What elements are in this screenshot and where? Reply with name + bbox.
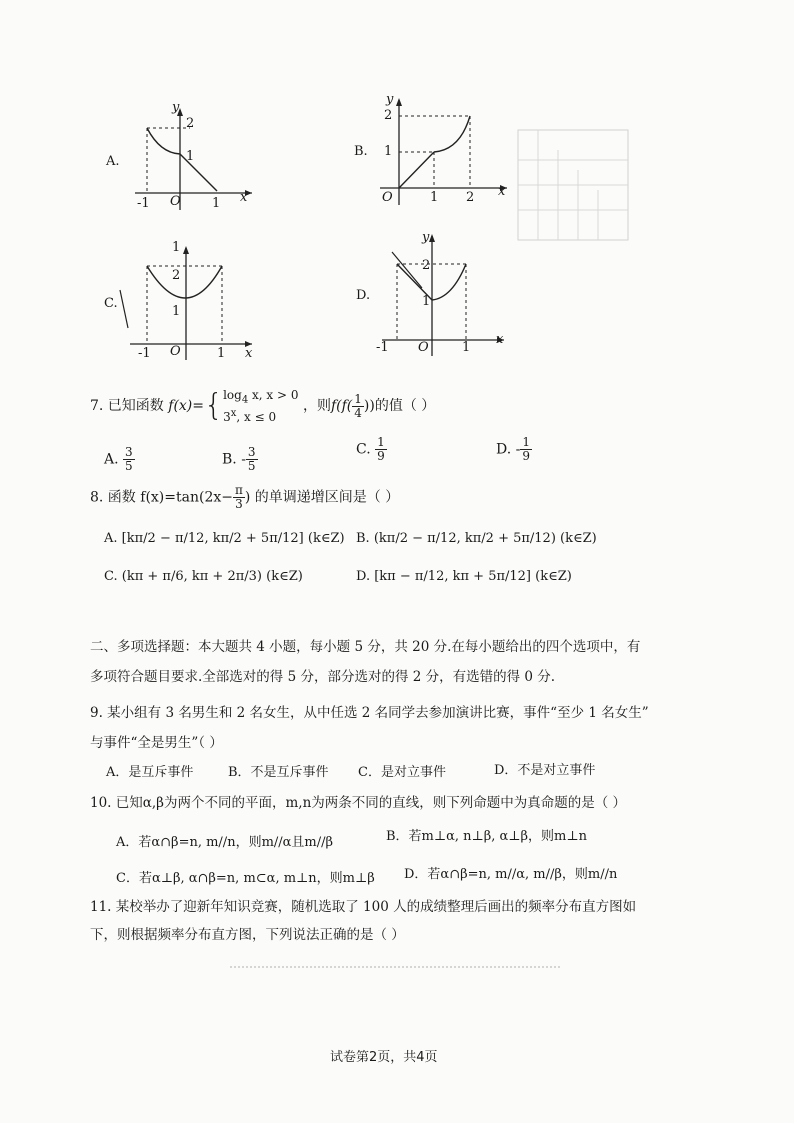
q7-option-b[interactable] [222, 446, 258, 473]
q10-option-a[interactable]: A．若α∩β=n, m//n，则m//α且m//β [116, 835, 334, 850]
q7-opt-a-num: 3 [125, 445, 133, 459]
q7-opt-d-num: 1 [522, 435, 530, 449]
q7-case2-base: 3 [223, 410, 231, 425]
q7-prefix: 7. 已知函数 [90, 398, 164, 415]
graph-a-tick-neg1: -1 [137, 196, 150, 211]
q8-stem-pi: π [234, 483, 243, 497]
q9-option-b[interactable]: B．不是互斥事件 [228, 765, 329, 780]
graph-b-origin: O [382, 190, 393, 205]
graph-a-tick-2: 2 [186, 116, 195, 131]
q10-option-d[interactable]: D．若α∩β=n, m//α, m//β，则m//n [404, 867, 618, 882]
graph-d-tick-x1: 1 [462, 340, 471, 355]
q8-option-d[interactable] [356, 568, 572, 586]
q8-stem-three: 3 [235, 497, 243, 511]
q7-option-d[interactable] [496, 436, 532, 463]
q7-case1-log: log [223, 388, 242, 402]
q8-opt-c-text: (kπ + π/6, kπ + 2π/3) (k∈Z) [121, 569, 303, 584]
q7-opt-d-frac [520, 436, 532, 463]
q8-stem-pre: 8. 函数 f(x)=tan [90, 489, 199, 506]
q7-opt-c-frac [375, 436, 387, 463]
q8-opt-b-text: (kπ/2 − π/12, kπ/2 + 5π/12) (k∈Z) [373, 531, 597, 546]
q7-opt-b-label: B. - [222, 451, 246, 468]
question-11-line1: 11. 某校举办了迎新年知识竞赛，随机选取了 100 人的成绩整理后画出的频率分布直方图如 [90, 899, 637, 915]
graph-c-origin: O [170, 344, 181, 359]
graph-d-origin: O [418, 340, 429, 355]
q7-opt-c-num: 1 [377, 435, 385, 449]
graph-c-label: C. [104, 296, 118, 311]
q7-then: ，则 [302, 398, 331, 415]
graph-b-tick-1: 1 [384, 144, 393, 159]
graph-a-origin: O [170, 194, 181, 209]
q8-opt-a-text: [kπ/2 − π/12, kπ/2 + 5π/12] (k∈Z) [121, 531, 345, 546]
graph-c-tick-2: 2 [172, 268, 181, 283]
q7-opt-d-den: 9 [522, 449, 530, 463]
question-9-line1: 9. 某小组有 3 名男生和 2 名女生，从中任选 2 名同学去参加演讲比赛，事件“至少 1 名女生” [90, 705, 649, 721]
graph-a-y-label: y [172, 100, 180, 115]
graph-d-tick-neg1: -1 [376, 340, 389, 355]
q8-opt-c-label: C. [104, 569, 118, 584]
graph-option-c [100, 240, 260, 365]
q7-case1 [223, 388, 299, 406]
q7-case2-rest: , x ≤ 0 [236, 410, 277, 425]
graph-b-y-label: y [386, 92, 394, 107]
graph-option-d [352, 228, 512, 360]
graph-d-label: D. [356, 288, 371, 303]
q7-opt-b-num: 3 [247, 445, 256, 459]
section-2-heading-line2: 多项符合题目要求.全部选对的得 5 分，部分选对的得 2 分，有选错的得 0 分. [90, 669, 556, 685]
graph-b-label: B. [354, 144, 368, 159]
question-8-stem [90, 484, 399, 511]
q10-option-b[interactable]: B．若m⊥α, n⊥β, α⊥β，则m⊥n [386, 829, 587, 844]
q8-option-c[interactable] [104, 568, 303, 586]
q7-brace: { [204, 388, 224, 424]
q7-case2 [223, 410, 276, 424]
graph-b-tick-2: 2 [384, 108, 393, 123]
q7-opt-b-den: 5 [247, 459, 256, 473]
graph-b-tick-x1: 1 [430, 190, 439, 205]
q8-option-b[interactable] [356, 530, 597, 548]
q8-stem-frac [233, 484, 245, 511]
graph-b-tick-x2: 2 [466, 190, 475, 205]
q7-frac [352, 393, 364, 420]
q8-opt-b-label: B. [356, 531, 370, 546]
graph-c-x-label: x [245, 346, 253, 361]
graph-d-tick-1: 1 [422, 294, 431, 309]
q9-option-c[interactable]: C．是对立事件 [358, 765, 446, 780]
q7-frac-den: 4 [354, 405, 362, 420]
question-7-stem [90, 388, 435, 424]
q8-opt-d-text: [kπ − π/12, kπ + 5π/12] (k∈Z) [374, 569, 572, 584]
bleed-through-mark [230, 966, 560, 982]
question-9-line2: 与事件“全是男生”（ ） [90, 735, 223, 751]
section-2-heading-line1: 二、多项选择题：本大题共 4 小题，每小题 5 分，共 20 分.在每小题给出的四个选项中，有 [90, 639, 641, 655]
graph-a-x-label: x [240, 190, 248, 205]
graph-c-y-top: 1 [172, 240, 181, 255]
q7-opt-a-frac [123, 446, 135, 473]
graph-option-a [100, 98, 260, 216]
q7-option-c[interactable] [356, 436, 387, 463]
q9-option-a[interactable]: A．是互斥事件 [106, 765, 194, 780]
q7-opt-a-label: A. [104, 451, 119, 468]
page-footer: 试卷第2页，共4页 [330, 1050, 438, 1065]
graph-d-tick-2: 2 [422, 258, 431, 273]
q7-piecewise [223, 388, 298, 424]
q7-close: )) [363, 398, 375, 415]
q7-opt-a-den: 5 [125, 459, 133, 473]
q7-fx: f(x)= [168, 398, 204, 415]
question-11-line2: 下，则根据频率分布直方图，下列说法正确的是（ ） [90, 927, 405, 943]
q7-opt-b-frac [246, 446, 258, 473]
graph-c-tick-x1: 1 [217, 346, 226, 361]
q8-opt-d-label: D. [356, 569, 371, 584]
graph-c-tick-1: 1 [172, 304, 181, 319]
q8-opt-a-label: A. [104, 531, 118, 546]
graph-d-x-label: x [496, 332, 504, 347]
graph-a-tick-1: 1 [186, 149, 195, 164]
q7-case1-rest: x, x > 0 [248, 388, 299, 402]
q7-case1-sub: 4 [241, 394, 249, 406]
graph-a-label: A. [106, 154, 120, 169]
q7-ff: f(f( [330, 398, 353, 415]
graph-d-y-label: y [422, 230, 430, 245]
graph-c-tick-neg1: -1 [138, 346, 151, 361]
q7-opt-c-den: 9 [377, 449, 385, 463]
q8-option-a[interactable] [104, 530, 345, 548]
q8-stem-post: ) 的单调递增区间是（ ） [244, 489, 400, 506]
q9-option-d[interactable]: D．不是对立事件 [494, 763, 596, 778]
q8-stem-arg: (2x− [198, 489, 233, 506]
q7-option-a[interactable] [104, 446, 135, 473]
q7-opt-c-label: C. [356, 441, 371, 458]
question-10-stem: 10. 已知α,β为两个不同的平面，m,n为两条不同的直线，则下列命题中为真命题的是（ ） [90, 795, 627, 811]
q10-option-c[interactable]: C．若α⊥β, α∩β=n, m⊂α, m⊥n，则m⊥β [116, 871, 375, 886]
q7-suffix: 的值（ ） [374, 398, 436, 415]
q7-case2-sup: x [230, 408, 237, 420]
q7-frac-num: 1 [354, 391, 362, 406]
graph-b-x-label: x [498, 184, 506, 199]
graph-a-tick-x1: 1 [212, 196, 221, 211]
q7-opt-d-label: D. - [496, 441, 521, 458]
